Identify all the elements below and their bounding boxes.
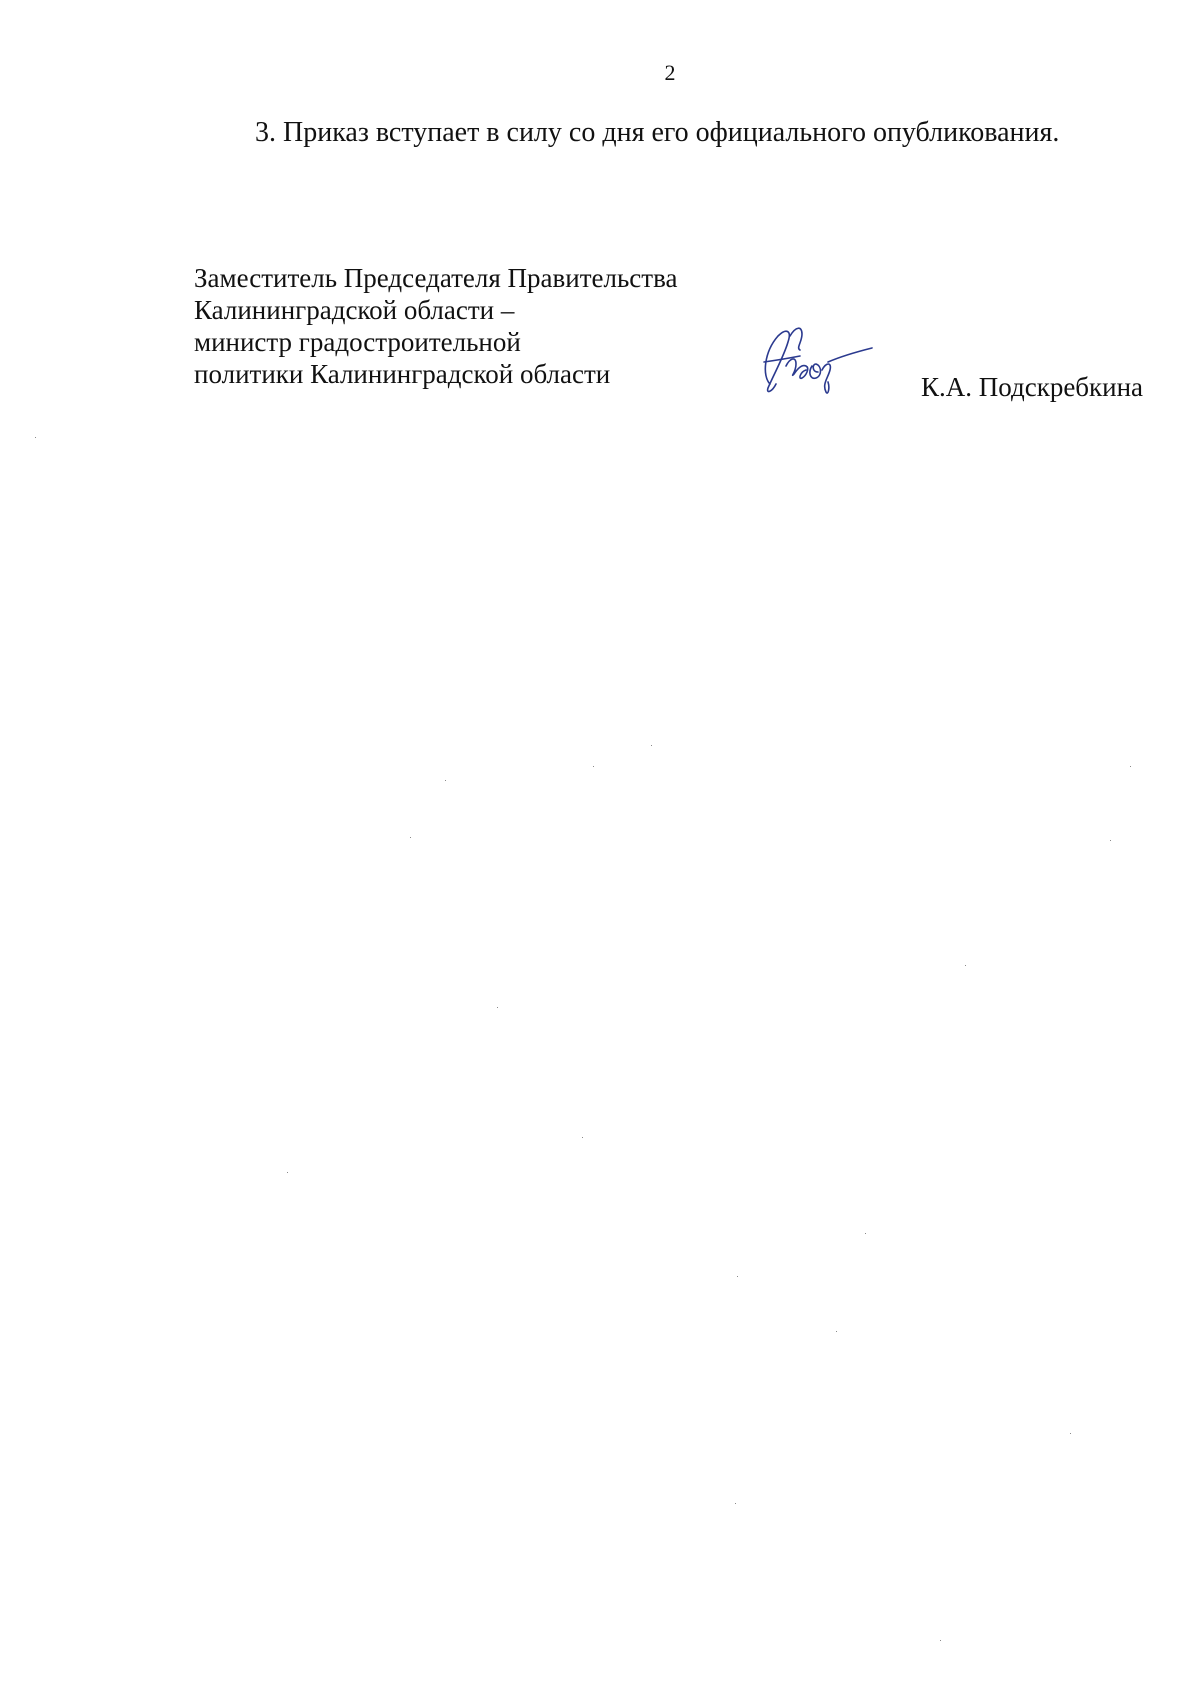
- scan-speck: [651, 745, 652, 746]
- signatory-title-line: Калининградской области –: [194, 295, 515, 325]
- handwritten-signature: [756, 322, 876, 398]
- signatory-title-line: Заместитель Председателя Правительства: [194, 263, 678, 293]
- scan-speck: [940, 1640, 941, 1641]
- scan-speck: [287, 1172, 288, 1173]
- scan-speck: [735, 1503, 736, 1504]
- scan-speck: [1130, 766, 1131, 767]
- scan-speck: [965, 965, 966, 966]
- scan-speck: [497, 1007, 498, 1008]
- page-number: 2: [664, 60, 676, 85]
- scan-speck: [1110, 840, 1111, 841]
- scan-speck: [410, 837, 411, 838]
- signatory-title: [194, 262, 677, 390]
- scan-speck: [1070, 1433, 1071, 1434]
- scan-speck: [593, 766, 594, 767]
- scan-speck: [836, 1331, 837, 1332]
- paragraph-effective-date: 3. Приказ вступает в силу со дня его официального опубликования.: [255, 117, 1060, 148]
- scan-speck: [737, 1276, 738, 1277]
- scan-speck: [865, 1233, 866, 1234]
- signer-name: К.А. Подскребкина: [921, 372, 1144, 402]
- scan-speck: [35, 437, 36, 438]
- signatory-title-line: министр градостроительной: [194, 327, 521, 357]
- signatory-title-line: политики Калининградской области: [194, 359, 611, 389]
- scan-speck: [582, 1137, 583, 1138]
- scan-speck: [445, 780, 446, 781]
